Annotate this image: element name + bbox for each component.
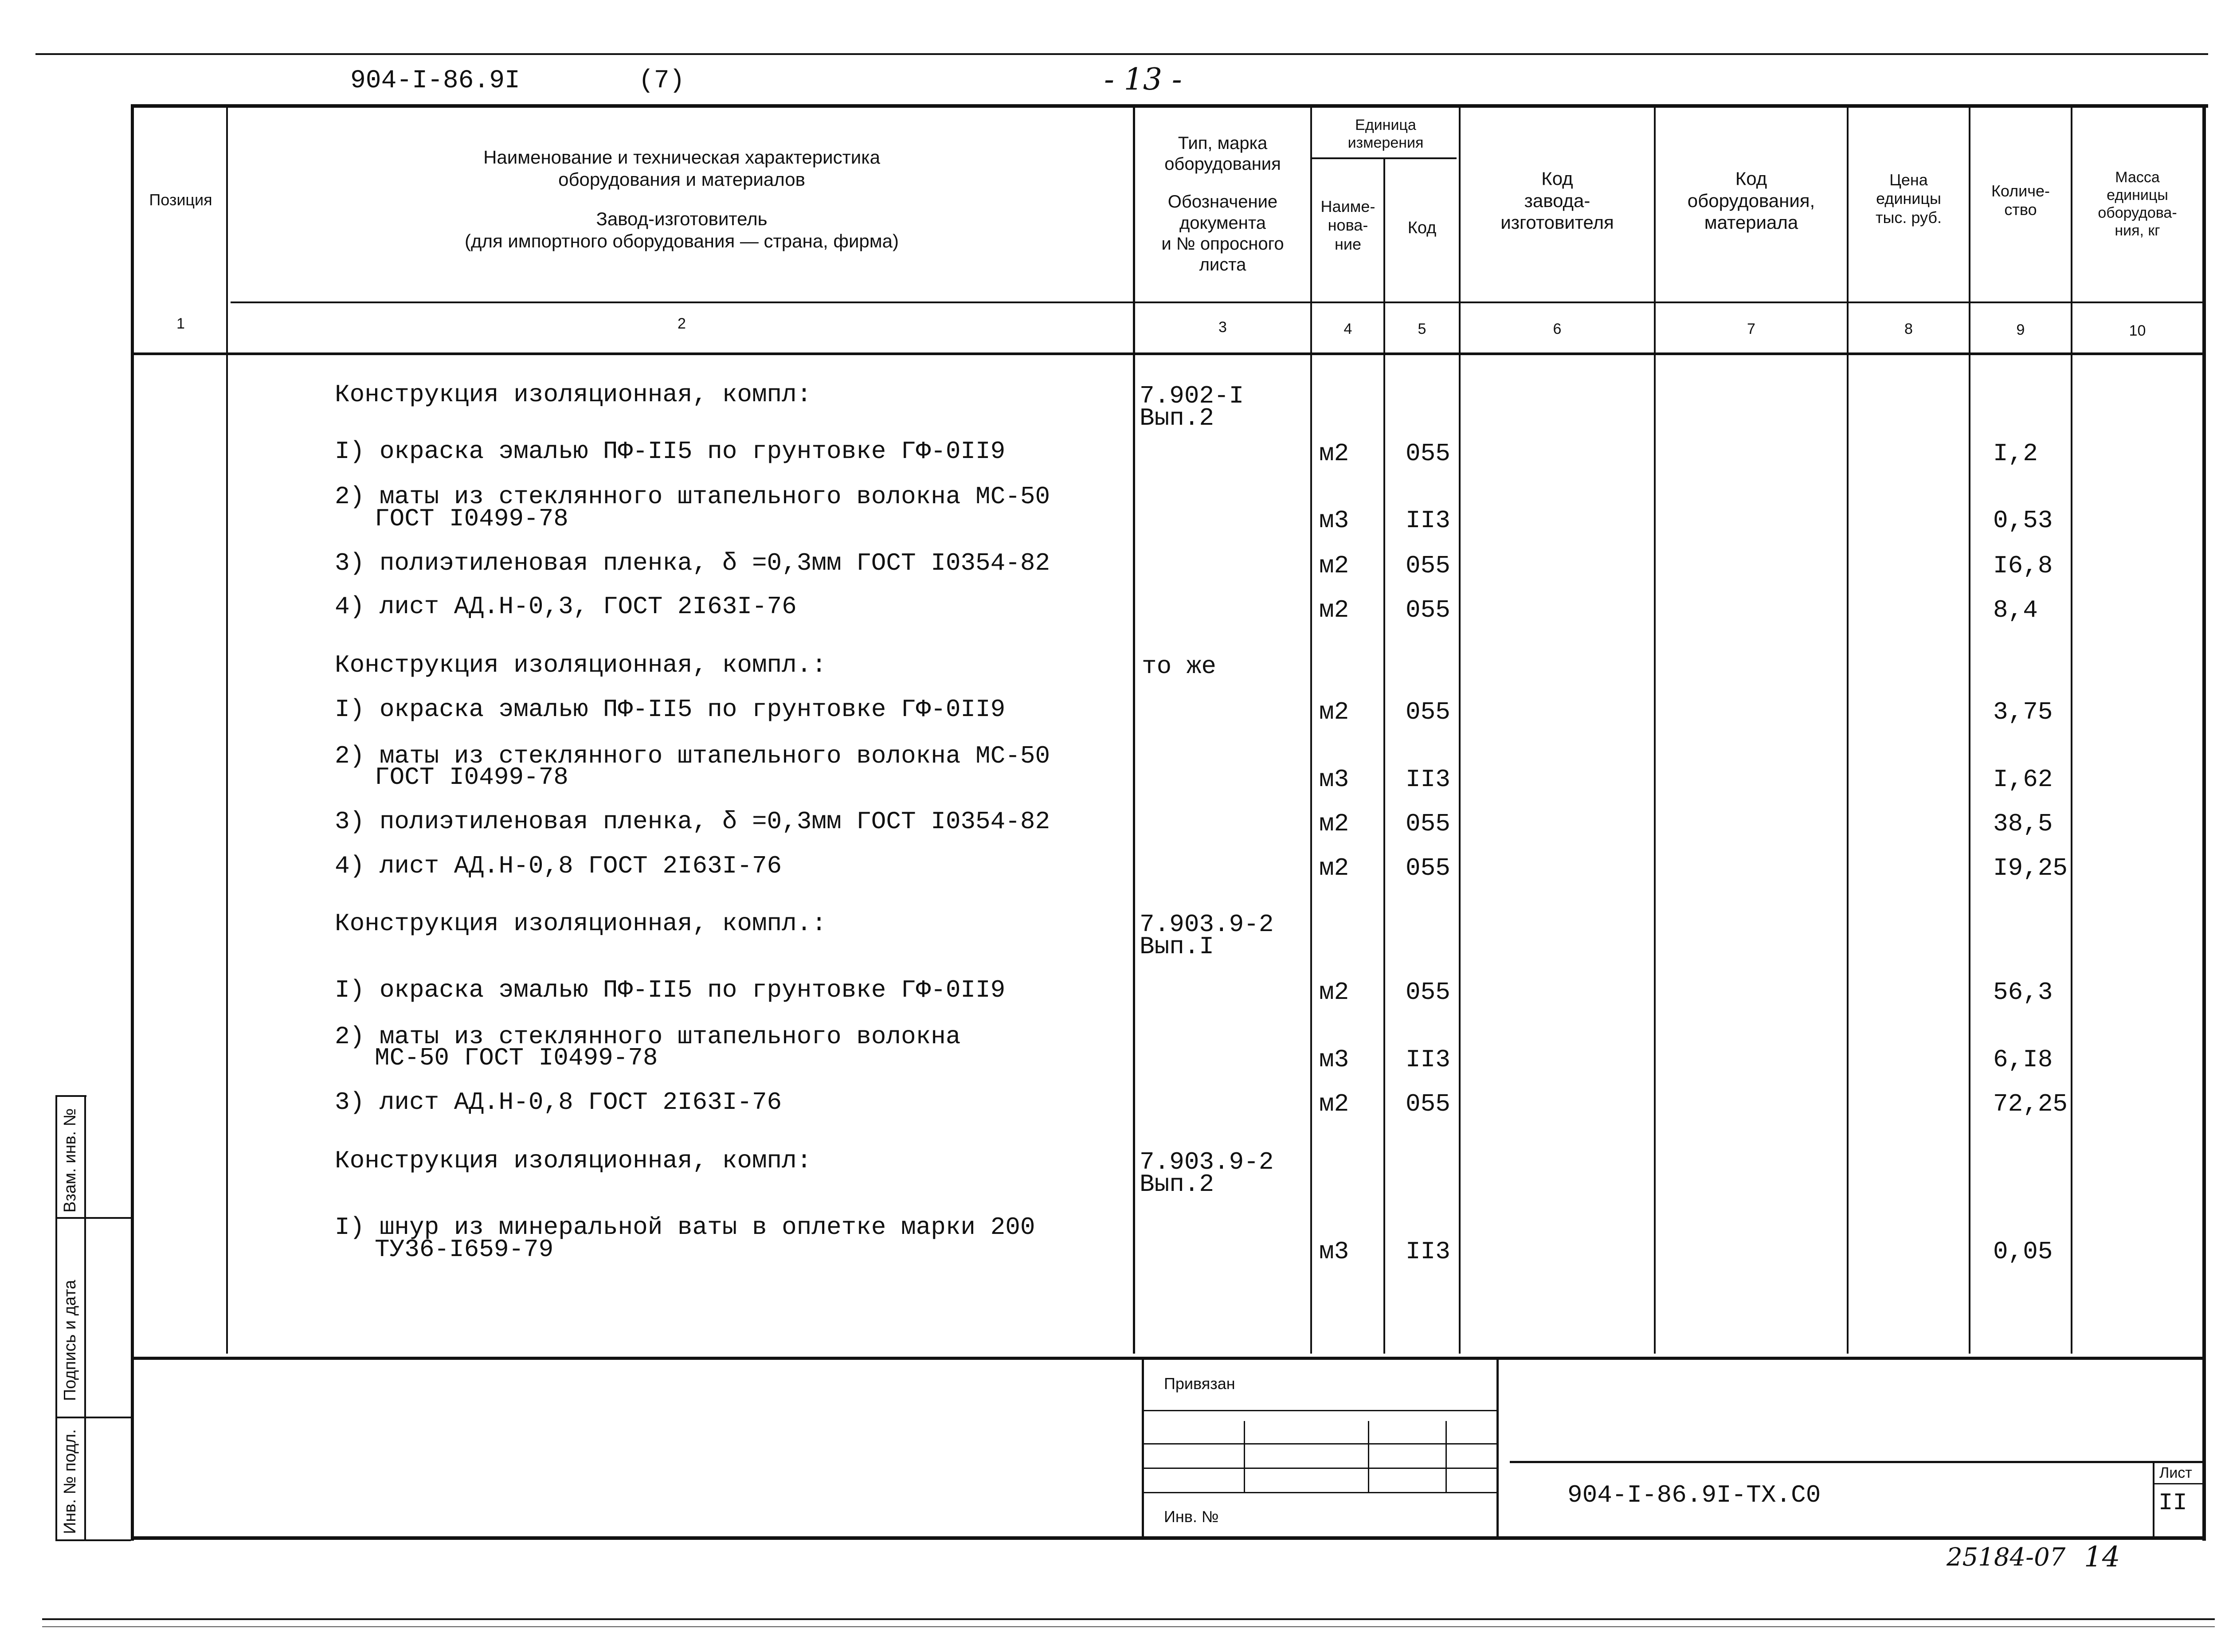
col-header-factory-code-line3: изготовителя xyxy=(1500,212,1614,233)
col-header-unit-name-line2: нова- xyxy=(1328,216,1368,235)
col-header-equipment-code xyxy=(1656,168,1847,234)
row-unit: м2 xyxy=(1319,698,1349,726)
row-name: Конструкция изоляционная, компл: xyxy=(335,380,812,409)
bottom-rule-2 xyxy=(42,1626,2215,1627)
col-header-name-line1: Наименование и техническая характеристика xyxy=(483,147,880,168)
stamp-replace-inv: Взам. инв. № xyxy=(61,1108,79,1213)
row-name: Конструкция изоляционная, компл: xyxy=(335,1147,812,1175)
row-name: I) окраска эмалью ПФ-II5 по грунтовке ГФ-0II9 xyxy=(335,695,1006,724)
col-header-name-line2: оборудования и материалов xyxy=(558,168,805,190)
col-header-mass-line1: Масса xyxy=(2115,169,2160,186)
sheet-box-left xyxy=(2153,1461,2154,1538)
doc-designation: 904-I-86.9I-ТХ.С0 xyxy=(1567,1481,1821,1509)
row-name: 4) лист АД.Н-0,8 ГОСТ 2I63I-76 xyxy=(335,852,782,880)
col-header-price-line1: Цена xyxy=(1889,171,1928,189)
stamp-row-line2 xyxy=(1144,1443,1496,1445)
row-name: 2) маты из стеклянного штапельного волокна МС-50 xyxy=(335,482,1050,511)
col-header-equipment-code-line1: Код xyxy=(1735,168,1767,189)
frame-bottom xyxy=(131,1536,2206,1540)
row-doc: 7.903.9-2 xyxy=(1140,910,1274,939)
stamp-row-line1 xyxy=(1144,1410,1496,1411)
side-strip-sep1 xyxy=(55,1217,131,1219)
col-header-equipment-code-line3: материала xyxy=(1704,212,1798,233)
row-name-cont: ТУ36-I659-79 xyxy=(375,1235,554,1264)
col-header-unit-name-line3: ние xyxy=(1334,235,1361,253)
row-unit: м3 xyxy=(1319,1045,1349,1074)
sheet-value: II xyxy=(2158,1490,2187,1517)
col-header-unit-name xyxy=(1312,197,1383,254)
col-header-unit-line2: измерения xyxy=(1347,134,1424,152)
row-name: I) окраска эмалью ПФ-II5 по грунтовке ГФ-0II9 xyxy=(335,976,1006,1004)
stamp-signature-date: Подпись и дата xyxy=(61,1280,79,1401)
col-header-unit xyxy=(1312,116,1459,152)
row-code: II3 xyxy=(1406,765,1450,794)
stamp-box-left xyxy=(1142,1360,1144,1537)
row-code: II3 xyxy=(1406,1045,1450,1074)
header-bottom-rule xyxy=(231,301,2202,303)
sheet-box-mid xyxy=(2153,1483,2202,1484)
col-header-price-line3: тыс. руб. xyxy=(1875,208,1942,227)
row-doc-issue: Вып.2 xyxy=(1140,404,1214,432)
col-header-equipment-code-line2: оборудования, xyxy=(1687,190,1815,211)
col-number-9: 9 xyxy=(2016,321,2025,338)
col-line-5 xyxy=(1459,108,1461,1354)
col-number-2: 2 xyxy=(678,315,686,332)
row-qty: 8,4 xyxy=(1993,596,2038,624)
col-line-7 xyxy=(1847,108,1849,1354)
row-code: 055 xyxy=(1406,1090,1450,1118)
privyazan-label: Привязан xyxy=(1164,1374,1235,1393)
row-code: II3 xyxy=(1406,1237,1450,1266)
row-qty: 6,I8 xyxy=(1993,1045,2053,1074)
row-unit: м3 xyxy=(1319,506,1349,535)
col-header-type-line1: Тип, марка xyxy=(1178,133,1268,153)
col-header-name-line4: (для импортного оборудования — страна, фирма) xyxy=(464,230,899,251)
row-name: I) шнур из минеральной ваты в оплетке марки 200 xyxy=(335,1213,1035,1241)
row-name: 3) полиэтиленовая пленка, δ =0,3мм ГОСТ I0354-82 xyxy=(335,549,1050,577)
row-name: I) окраска эмалью ПФ-II5 по грунтовке ГФ-0II9 xyxy=(335,437,1006,466)
col-header-name xyxy=(231,146,1133,252)
designation-rule xyxy=(1510,1461,2202,1463)
row-doc-issue: Вып.2 xyxy=(1140,1170,1214,1198)
row-code: 055 xyxy=(1406,439,1450,468)
col-header-factory-code xyxy=(1461,168,1654,234)
col-header-factory-code-line1: Код xyxy=(1541,168,1573,189)
row-code: 055 xyxy=(1406,854,1450,882)
row-unit: м2 xyxy=(1319,439,1349,468)
side-strip-bottom xyxy=(55,1539,131,1541)
row-unit: м2 xyxy=(1319,978,1349,1006)
stamp-col-line1 xyxy=(1244,1421,1245,1492)
col-header-quantity xyxy=(1970,182,2071,219)
row-qty: 0,05 xyxy=(1993,1237,2053,1266)
top-rule xyxy=(35,53,2208,55)
row-name: 4) лист АД.Н-0,3, ГОСТ 2I63I-76 xyxy=(335,592,797,621)
frame-left xyxy=(131,104,134,1541)
stamp-col-line3 xyxy=(1445,1421,1447,1492)
stamp-col-line2 xyxy=(1368,1421,1369,1492)
side-strip-inner xyxy=(84,1095,86,1541)
col-header-mass-line3: оборудова- xyxy=(2098,204,2177,222)
frame-top xyxy=(131,104,2208,108)
row-code: 055 xyxy=(1406,698,1450,726)
col-header-type-line2: оборудования xyxy=(1164,154,1281,174)
row-qty: I6,8 xyxy=(1993,552,2053,580)
row-unit: м2 xyxy=(1319,854,1349,882)
col-header-type xyxy=(1135,133,1310,275)
col-header-price xyxy=(1849,171,1969,227)
col-number-10: 10 xyxy=(2129,322,2146,339)
row-qty: I9,25 xyxy=(1993,854,2068,882)
row-qty: 56,3 xyxy=(1993,978,2053,1006)
sheet-group: (7) xyxy=(638,67,685,95)
side-strip-left xyxy=(55,1095,57,1541)
row-unit: м2 xyxy=(1319,596,1349,624)
col-header-unit-code: Код xyxy=(1407,219,1437,237)
row-doc-issue: Вып.I xyxy=(1140,932,1214,961)
col-number-6: 6 xyxy=(1553,321,1562,337)
row-name: 3) лист АД.Н-0,8 ГОСТ 2I63I-76 xyxy=(335,1088,782,1116)
col-header-position: Позиция xyxy=(149,191,212,209)
row-qty: 72,25 xyxy=(1993,1090,2068,1118)
page-number: - 13 - xyxy=(1104,62,1182,97)
row-code: 055 xyxy=(1406,810,1450,838)
col-header-quantity-line2: ство xyxy=(2004,200,2037,219)
row-doc: то же xyxy=(1142,652,1217,681)
col-line-6 xyxy=(1654,108,1656,1354)
stamp-row-line3 xyxy=(1144,1468,1496,1469)
stamp-box-right xyxy=(1496,1360,1499,1537)
col-number-4: 4 xyxy=(1344,321,1352,337)
archive-page: 14 xyxy=(2084,1541,2120,1574)
row-unit: м3 xyxy=(1319,1237,1349,1266)
row-qty: I,62 xyxy=(1993,765,2053,794)
col-number-8: 8 xyxy=(1904,321,1913,337)
inv-no-label: Инв. № xyxy=(1164,1507,1219,1526)
col-header-price-line2: единицы xyxy=(1876,189,1941,208)
col-line-2 xyxy=(1133,108,1135,1354)
row-qty: 3,75 xyxy=(1993,698,2053,726)
body-bottom-rule xyxy=(134,1357,2202,1360)
row-qty: 0,53 xyxy=(1993,506,2053,535)
col-header-mass xyxy=(2072,168,2202,239)
col-header-unit-name-line1: Наиме- xyxy=(1320,197,1375,215)
col-header-mass-line4: ния, кг xyxy=(2115,222,2160,239)
doc-code: 904-I-86.9I xyxy=(350,67,520,95)
row-name: 3) полиэтиленовая пленка, δ =0,3мм ГОСТ I0354-82 xyxy=(335,807,1050,836)
col-header-unit-line1: Единица xyxy=(1355,117,1416,133)
row-unit: м2 xyxy=(1319,552,1349,580)
col-line-1 xyxy=(226,108,228,1354)
col-number-5: 5 xyxy=(1418,321,1426,337)
col-line-3 xyxy=(1310,108,1312,1354)
col-header-factory-code-line2: завода- xyxy=(1524,190,1590,211)
col-header-type-line4: документа xyxy=(1179,213,1266,233)
col-line-9 xyxy=(2071,108,2072,1354)
row-doc: 7.902-I xyxy=(1140,382,1244,410)
row-unit: м3 xyxy=(1319,765,1349,794)
row-name: Конструкция изоляционная, компл.: xyxy=(335,909,826,938)
stamp-row-line4 xyxy=(1144,1492,1496,1493)
row-name-cont: ГОСТ I0499-78 xyxy=(375,505,568,533)
row-doc: 7.903.9-2 xyxy=(1140,1148,1274,1176)
numbers-bottom-rule xyxy=(134,352,2202,355)
archive-number: 25184-07 xyxy=(1947,1543,2066,1572)
row-code: 055 xyxy=(1406,596,1450,624)
row-name: 2) маты из стеклянного штапельного волокна xyxy=(335,1022,961,1051)
col-header-type-line6: листа xyxy=(1199,254,1246,274)
col-header-mass-line2: единицы xyxy=(2107,187,2168,204)
row-code: 055 xyxy=(1406,552,1450,580)
sheet-label: Лист xyxy=(2159,1464,2192,1481)
row-name-cont: МС-50 ГОСТ I0499-78 xyxy=(375,1044,658,1072)
col-line-8 xyxy=(1969,108,1970,1354)
row-code: II3 xyxy=(1406,506,1450,535)
row-unit: м2 xyxy=(1319,810,1349,838)
col-header-quantity-line1: Количе- xyxy=(1991,182,2050,200)
col-header-name-line3: Завод-изготовитель xyxy=(596,208,768,230)
row-name: 2) маты из стеклянного штапельного волокна МС-50 xyxy=(335,742,1050,770)
row-code: 055 xyxy=(1406,978,1450,1006)
stamp-inv-original: Инв. № подл. xyxy=(61,1429,79,1534)
col-number-3: 3 xyxy=(1218,319,1227,336)
row-qty: I,2 xyxy=(1993,439,2038,468)
row-unit: м2 xyxy=(1319,1090,1349,1118)
row-name: Конструкция изоляционная, компл.: xyxy=(335,651,826,679)
col-header-type-line5: и № опросного xyxy=(1161,234,1284,254)
bottom-rule-1 xyxy=(42,1618,2215,1620)
row-qty: 38,5 xyxy=(1993,810,2053,838)
side-strip-top xyxy=(55,1095,86,1097)
row-name-cont: ГОСТ I0499-78 xyxy=(375,763,568,791)
col-number-7: 7 xyxy=(1747,321,1755,337)
col-header-type-line3: Обозначение xyxy=(1167,192,1278,212)
col-number-1: 1 xyxy=(176,315,185,332)
frame-right xyxy=(2202,104,2206,1541)
side-strip-sep2 xyxy=(55,1417,131,1418)
